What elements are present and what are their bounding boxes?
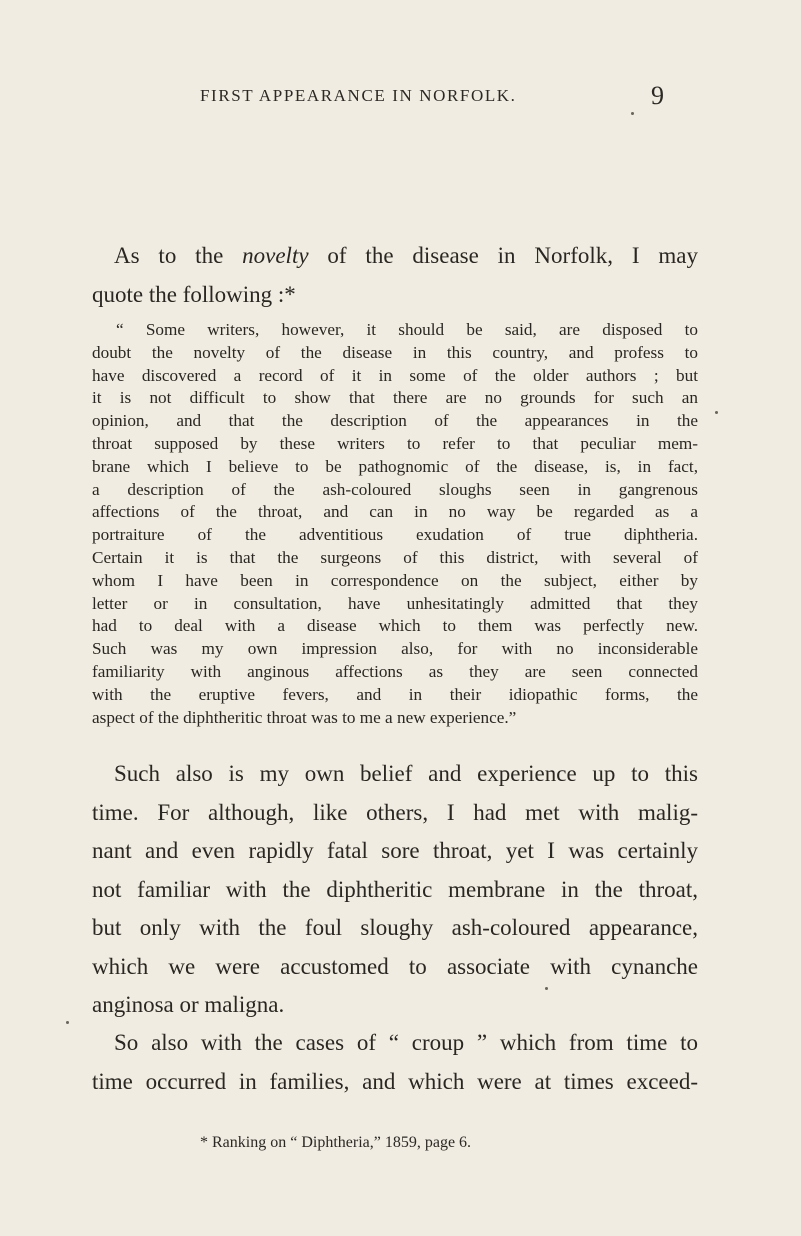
quotation-block	[92, 319, 698, 729]
text-line: Such also is my own belief and experience up to this	[114, 761, 698, 786]
print-speck	[545, 987, 548, 990]
quote-line: affections of the throat, and can in no way be regarded as a	[92, 502, 698, 522]
quote-line: with the eruptive fevers, and in their idiopathic forms, the	[92, 684, 698, 704]
running-title: FIRST APPEARANCE IN NORFOLK.	[200, 86, 517, 105]
quote-line: whom I have been in correspondence on the subject, either by	[92, 570, 698, 590]
text-line: which we were accustomed to associate with cynanche	[92, 953, 698, 979]
paragraph-belief	[92, 755, 698, 1025]
print-speck	[66, 1021, 69, 1024]
text-line: not familiar with the diphtheritic membrane in the throat,	[92, 876, 698, 902]
quote-line: have discovered a record of it in some of the older authors ; but	[92, 365, 698, 385]
quote-line: familiarity with anginous affections as they are seen connected	[92, 661, 698, 681]
quote-line: opinion, and that the description of the appearances in the	[92, 411, 698, 431]
footnote: * Ranking on “ Diphtheria,” 1859, page 6.	[200, 1134, 472, 1151]
text-line: anginosa or maligna.	[92, 992, 285, 1017]
paragraph-intro	[92, 237, 698, 314]
text-line: So also with the cases of “ croup ” which from time to	[114, 1030, 698, 1055]
quote-line: aspect of the diphtheritic throat was to me a new experience.”	[92, 707, 517, 727]
text-line: time occurred in families, and which were at times exceed-	[92, 1068, 698, 1094]
page-number: 9	[651, 81, 664, 110]
print-speck	[631, 112, 634, 115]
quote-line: doubt the novelty of the disease in this country, and profess to	[92, 342, 698, 362]
text-line: As to the novelty of the disease in Norfolk, I may	[114, 243, 698, 268]
quote-line: letter or in consultation, have unhesitatingly admitted that they	[92, 593, 698, 613]
quote-line: throat supposed by these writers to refer to that peculiar mem-	[92, 433, 698, 453]
running-head	[0, 81, 801, 110]
text-line: but only with the foul sloughy ash-coloured appearance,	[92, 915, 698, 940]
quote-line: Such was my own impression also, for with no inconsiderable	[92, 639, 698, 659]
text-line: time. For although, like others, I had met with malig-	[92, 799, 698, 825]
quote-line: Certain it is that the surgeons of this district, with several of	[92, 547, 698, 567]
quote-line: it is not difficult to show that there are no grounds for such an	[92, 388, 698, 408]
quote-line: a description of the ash-coloured sloughs seen in gangrenous	[92, 479, 698, 499]
quote-line: “ Some writers, however, it should be said, are disposed to	[116, 320, 698, 339]
quote-line: portraiture of the adventitious exudation of true diphtheria.	[92, 525, 698, 545]
print-speck	[715, 411, 718, 414]
text-line: nant and even rapidly fatal sore throat, yet I was certainly	[92, 838, 698, 863]
text-line: quote the following :*	[92, 281, 296, 307]
paragraph-croup	[92, 1024, 698, 1101]
emphasis-novelty: novelty	[242, 243, 309, 268]
quote-line: had to deal with a disease which to them was perfectly new.	[92, 616, 698, 636]
quote-line: brane which I believe to be pathognomic of the disease, is, in fact,	[92, 456, 698, 476]
